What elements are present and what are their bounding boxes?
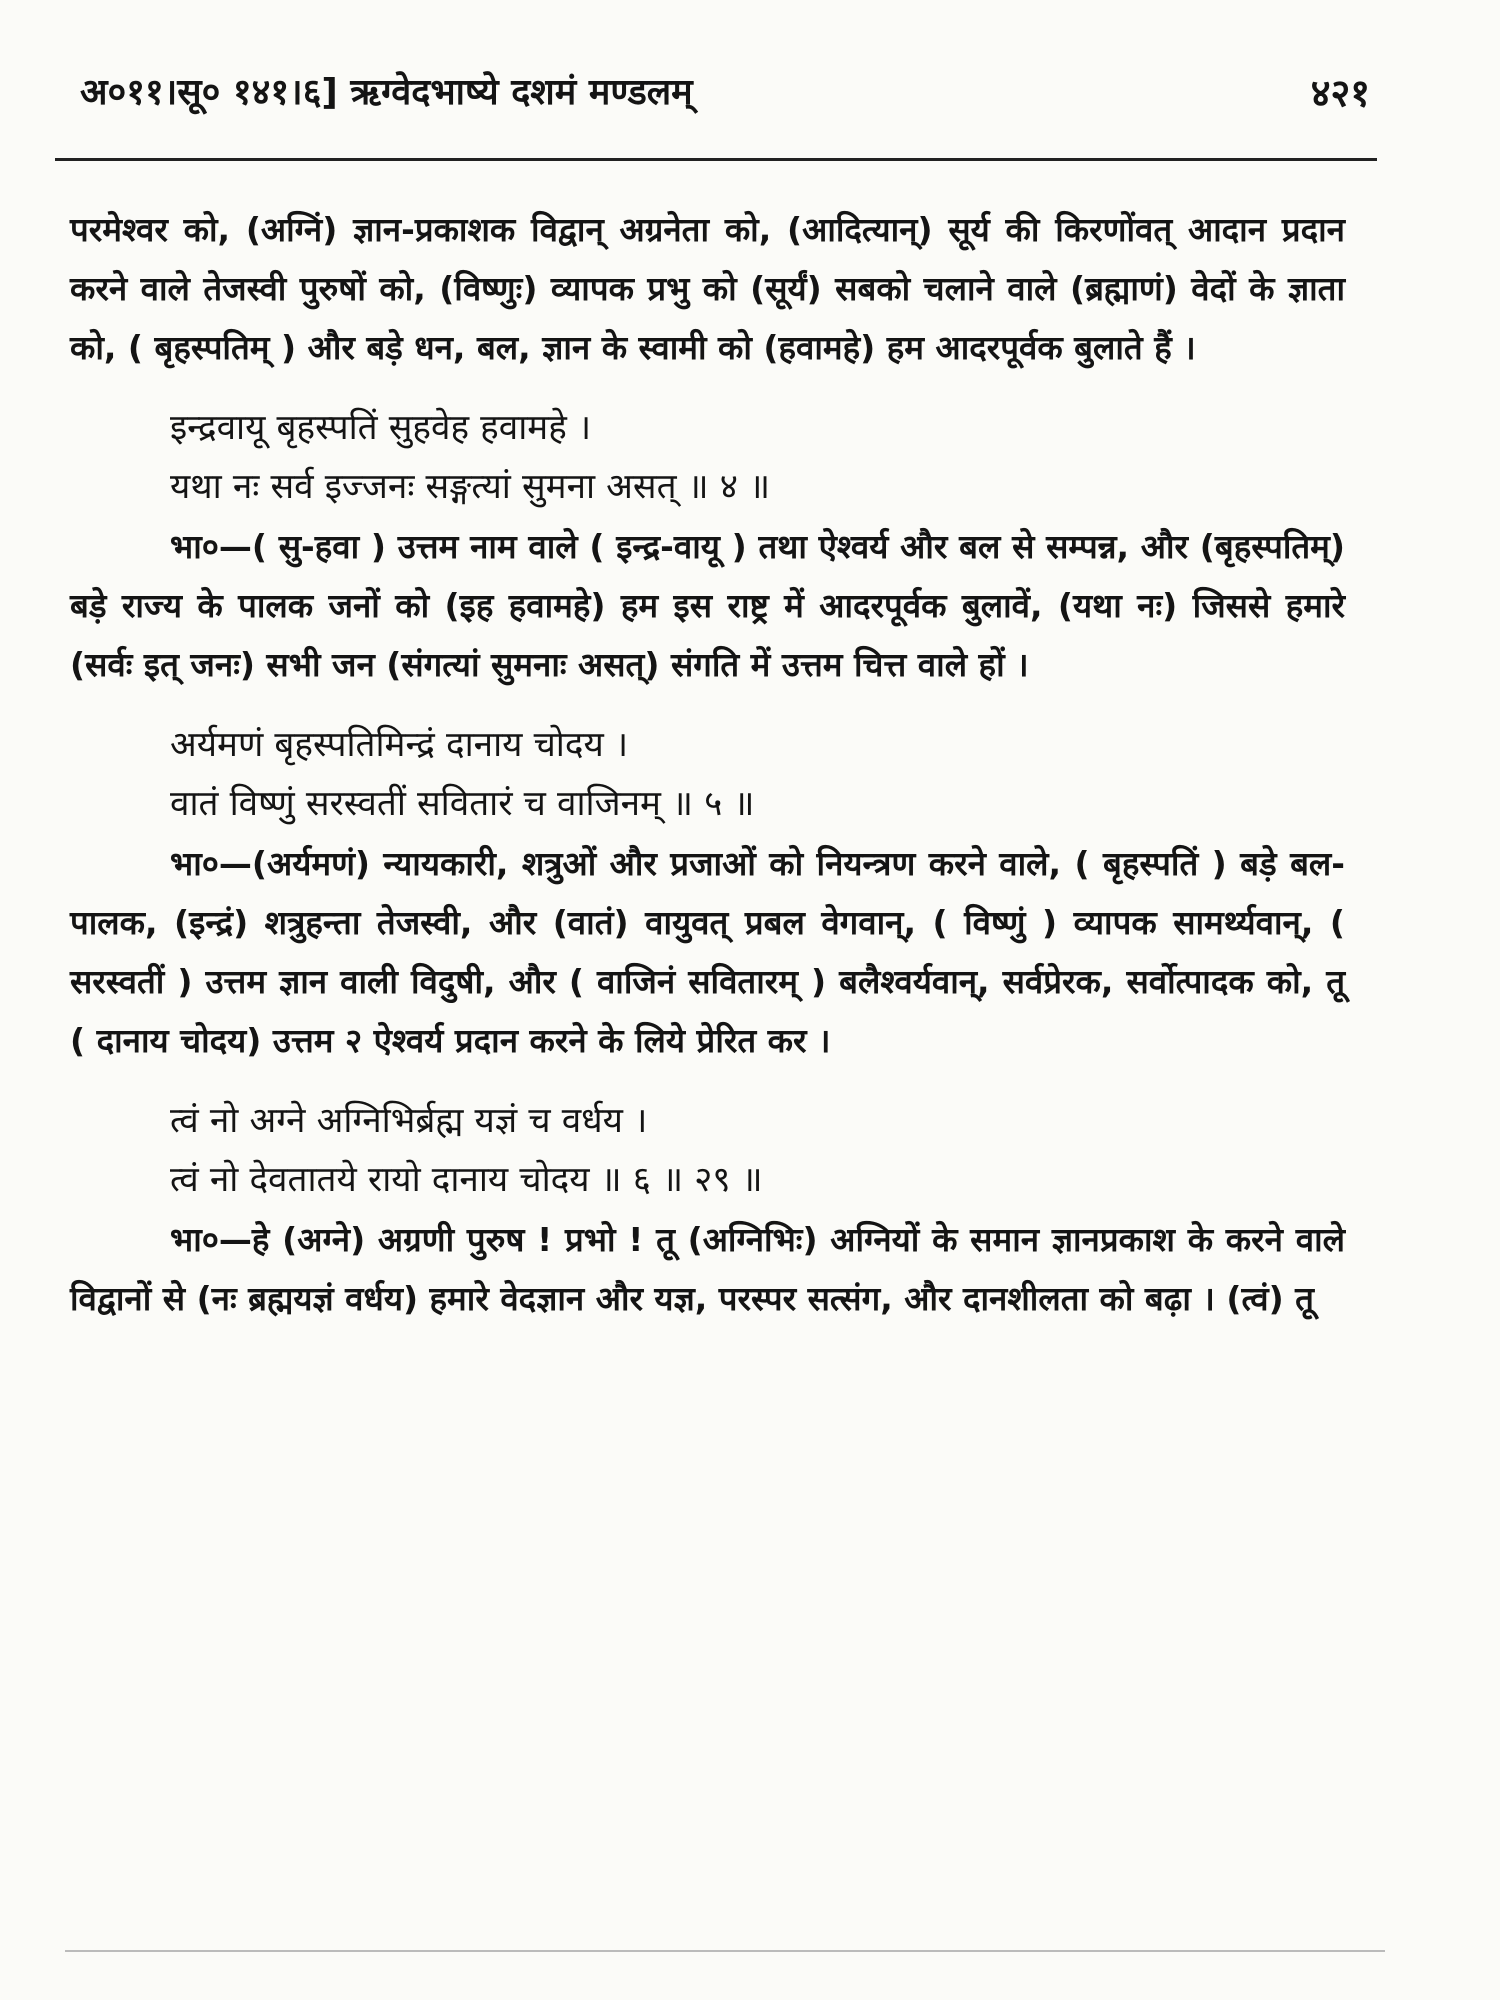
commentary-paragraph: भा०—(अर्यमणं) न्यायकारी, शत्रुओं और प्रजाओं को नियन्त्रण करने वाले, ( बृहस्पतिं ) बड़े बल-पालक, (इन्द्रं) शत्रुहन्ता तेजस्वी, और (वातं) वायुवत् प्रबल वेगवान्, ( विष्णुं ) व्यापक सामर्थ्यवान्, ( सरस्वतीं ) उत्तम ज्ञान वाली विदुषी, और ( वाजिनं सवितारम् ) बलैश्वर्यवान्, सर्वप्रेरक, सर्वोत्पादक को, तू ( दानाय चोदय) उत्तम २ ऐश्वर्य प्रदान करने के लिये प्रेरित कर । <box>70 844 1345 1060</box>
header-rule <box>55 158 1377 161</box>
verse-line: इन्द्रवायू बृहस्पतिं सुहवेह हवामहे । <box>170 408 592 448</box>
commentary-paragraph: भा०—( सु-हवा ) उत्तम नाम वाले ( इन्द्र-वायू ) तथा ऐश्वर्य और बल से सम्पन्न, और (बृहस्पतिम्) बड़े राज्य के पालक जनों को (इह हवामहे) हम इस राष्ट्र में आदरपूर्वक बुलावें, (यथा नः) जिससे हमारे (सर्वः इत् जनः) सभी जन (संगत्यां सुमनाः असत्) संगति में उत्तम चित्त वाले हों । <box>70 527 1345 684</box>
commentary-paragraph: भा०—हे (अग्ने) अग्रणी पुरुष ! प्रभो ! तू (अग्निभिः) अग्नियों के समान ज्ञानप्रकाश के करने वाले विद्वानों से (नः ब्रह्मयज्ञं वर्धय) हमारे वेदज्ञान और यज्ञ, परस्पर सत्संग, और दानशीलता को बढ़ा । (त्वं) तू <box>70 1220 1345 1318</box>
verse-line: यथा नः सर्व इज्जनः सङ्गत्यां सुमना असत् ॥ ४ ॥ <box>170 467 771 507</box>
running-head: अ०११।सू० १४१।६] ऋग्वेदभाष्ये दशमं मण्डलम् <box>80 72 693 113</box>
verse-line: त्वं नो अग्ने अग्निभिर्ब्रह्म यज्ञं च वर्धय । <box>170 1101 648 1141</box>
page-body <box>70 200 1345 1328</box>
verse-line: त्वं नो देवतातये रायो दानाय चोदय ॥ ६ ॥ २९ ॥ <box>170 1160 763 1200</box>
verse-line: अर्यमणं बृहस्पतिमिन्द्रं दानाय चोदय । <box>170 725 629 765</box>
verse-5 <box>70 716 1345 834</box>
commentary-paragraph: परमेश्वर को, (अग्निं) ज्ञान-प्रकाशक विद्वान् अग्रनेता को, (आदित्यान्) सूर्य की किरणोंवत् आदान प्रदान करने वाले तेजस्वी पुरुषों को, (विष्णुः) व्यापक प्रभु को (सूर्यं) सबको चलाने वाले (ब्रह्माणं) वेदों के ज्ञाता को, ( बृहस्पतिम् ) और बड़े धन, बल, ज्ञान के स्वामी को (हवामहे) हम आदरपूर्वक बुलाते हैं । <box>70 210 1345 367</box>
page-header <box>60 58 1370 128</box>
bottom-edge-line <box>65 1950 1385 1952</box>
page-number: ४२१ <box>1310 71 1370 115</box>
verse-6 <box>70 1092 1345 1210</box>
verse-line: वातं विष्णुं सरस्वतीं सवितारं च वाजिनम् ॥ ५ ॥ <box>170 784 755 824</box>
verse-4 <box>70 399 1345 517</box>
